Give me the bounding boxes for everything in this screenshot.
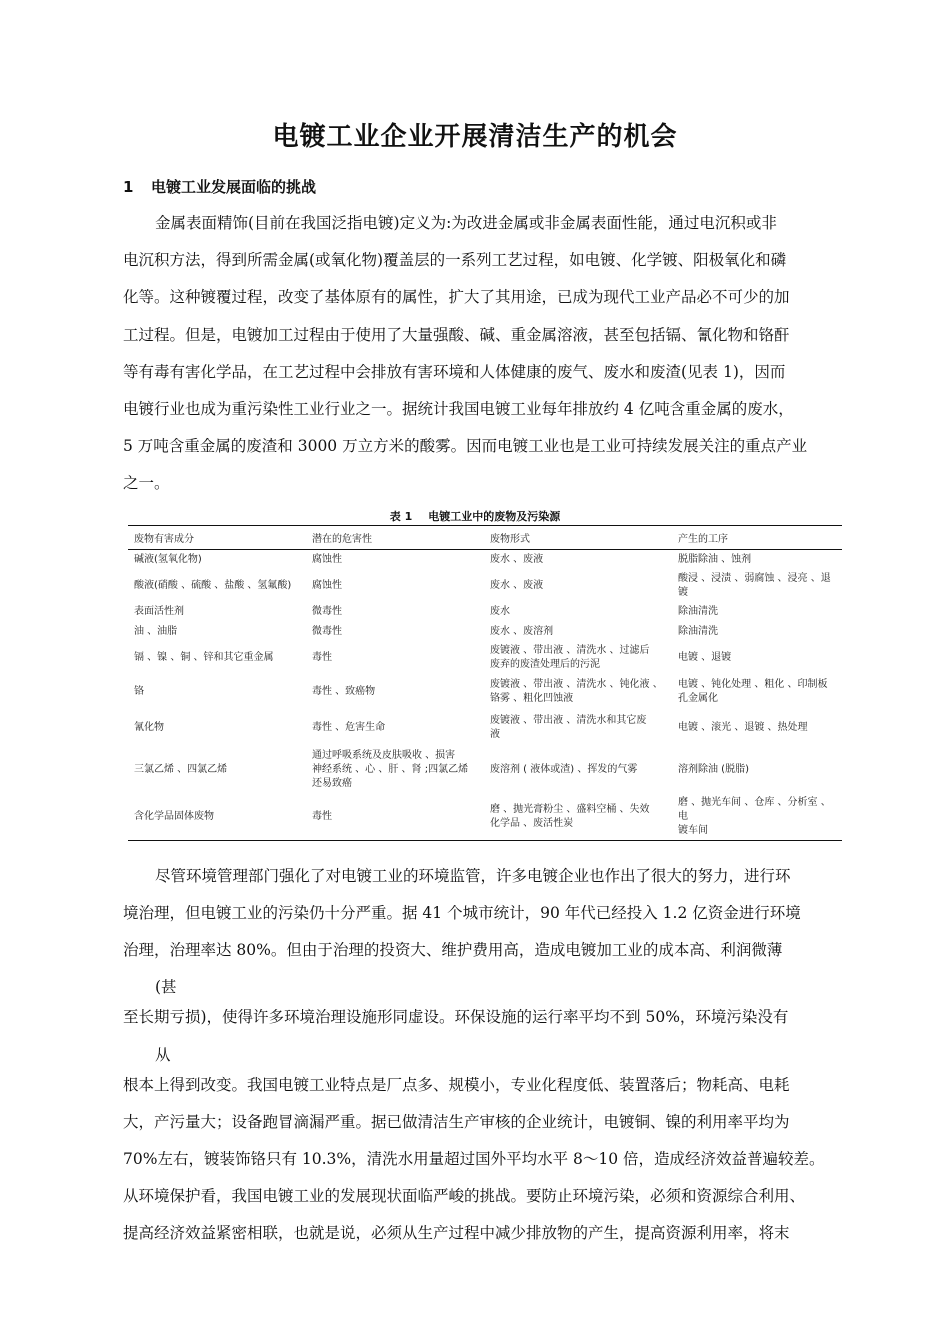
table-cell: 废水 、废液 xyxy=(490,553,544,565)
paragraph-line: 电沉积方法，得到所需金属(或氧化物)覆盖层的一系列工艺过程，如电镀、化学镀、阳极氧化和磷 xyxy=(123,251,787,270)
table-cell: 酸液(硝酸 、硫酸 、盐酸 、氢氟酸) xyxy=(134,579,292,591)
table-cell: 磨 、抛光膏粉尘 、盛料空桶 、失效 化学品 、废活性炭 xyxy=(490,803,650,829)
table-cell: 电镀 、滚光 、退镀 、热处理 xyxy=(678,721,808,733)
table-cell: 微毒性 xyxy=(312,625,342,637)
table-header-cell: 产生的工序 xyxy=(672,526,842,550)
table-body xyxy=(128,550,842,841)
table-row xyxy=(128,602,842,622)
table-row xyxy=(128,642,842,674)
table-caption xyxy=(0,508,950,524)
paragraph-line: 尽管环境管理部门强化了对电镀工业的环境监管，许多电镀企业也作出了很大的努力，进行环 xyxy=(155,867,791,885)
table-cell: 通过呼吸系统及皮肤吸收 、损害 神经系统 、心 、肝 、肾 ;四氯乙烯 还易致癌 xyxy=(312,749,469,789)
paragraph-line: 从 xyxy=(155,1046,171,1064)
paragraph-line: 金属表面精饰(目前在我国泛指电镀)定义为:为改进金属或非金属表面性能，通过电沉积或非 xyxy=(155,214,777,232)
table-label: 表 1 xyxy=(389,510,413,523)
paragraph-line: (甚 xyxy=(155,978,177,996)
paragraph-line: 至长期亏损)，使得许多环境治理设施形同虚设。环保设施的运行率平均不到 50%，环境污染没有 xyxy=(123,1008,789,1026)
table-cell: 除油清洗 xyxy=(678,625,718,637)
table-cell: 铬 xyxy=(134,685,144,697)
table-cell: 氰化物 xyxy=(134,721,164,733)
section-number: 1 xyxy=(123,178,134,196)
table-cell: 脱脂除油 、蚀剂 xyxy=(678,553,752,565)
table-header-row xyxy=(128,526,842,550)
section-heading xyxy=(123,176,316,197)
table-cell: 含化学品固体废物 xyxy=(134,810,214,822)
table-cell: 表面活性剂 xyxy=(134,605,184,617)
table-header-cell: 潜在的危害性 xyxy=(306,526,484,550)
table-cell: 电镀 、钝化处理 、粗化 、印制板 孔金属化 xyxy=(678,678,828,704)
table-cell: 废水 xyxy=(490,605,510,617)
table-row xyxy=(128,550,842,570)
paragraph-line: 提高经济效益紧密相联，也就是说，必须从生产过程中减少排放物的产生，提高资源利用率，将末 xyxy=(123,1224,790,1242)
table-header-cell: 废物有害成分 xyxy=(128,526,306,550)
table-cell: 废溶剂 ( 液体或渣) 、挥发的气雾 xyxy=(490,763,638,775)
table-cell: 磨 、抛光车间 、仓库 、分析室 、电 镀车间 xyxy=(678,796,831,836)
table-row xyxy=(128,674,842,710)
table-cell: 溶剂除油 (脱脂) xyxy=(678,763,749,775)
paragraph-line: 70%左右，镀装饰铬只有 10.3%，清洗水用量超过国外平均水平 8～10 倍，造成经济效益普遍较差。 xyxy=(123,1150,825,1168)
paragraph-line: 等有毒有害化学品，在工艺过程中会排放有害环境和人体健康的废气、废水和废渣(见表 1)，因而 xyxy=(123,362,786,381)
table-row xyxy=(128,794,842,841)
paragraph-line: 境治理，但电镀工业的污染仍十分严重。据 41 个城市统计，90 年代已经投入 1.2 亿资金进行环境 xyxy=(123,904,801,922)
table-row xyxy=(128,746,842,794)
paragraph-line: 之一。 xyxy=(123,474,170,493)
table-cell: 废镀液 、带出液 、清洗水和其它废 液 xyxy=(490,714,647,740)
table-caption-text: 电镀工业中的废物及污染源 xyxy=(428,510,561,523)
paragraph-line: 电镀行业也成为重污染性工业行业之一。据统计我国电镀工业每年排放约 4 亿吨含重金属的废水， xyxy=(123,400,794,418)
table-row xyxy=(128,622,842,642)
table-cell: 废镀液 、带出液 、清洗水 、钝化液 、 铬雾 、粗化凹蚀液 xyxy=(490,678,663,704)
table-cell: 电镀 、退镀 xyxy=(678,651,732,663)
table-cell: 毒性 xyxy=(312,651,332,663)
paragraph-line: 根本上得到改变。我国电镀工业特点是厂点多、规模小，专业化程度低、装置落后；物耗高、电耗 xyxy=(123,1076,790,1094)
table-cell: 毒性 xyxy=(312,810,332,822)
table-cell: 微毒性 xyxy=(312,605,342,617)
paragraph-line: 治理，治理率达 80%。但由于治理的投资大、维护费用高，造成电镀加工业的成本高、利润微薄 xyxy=(123,941,783,959)
paragraph-line: 化等。这种镀覆过程，改变了基体原有的属性，扩大了其用途，已成为现代工业产品必不可少的加 xyxy=(123,288,790,307)
table-cell: 废水 、废液 xyxy=(490,579,544,591)
table-row xyxy=(128,570,842,602)
paragraph-line: 工过程。但是，电镀加工过程由于使用了大量强酸、碱、重金属溶液，甚至包括镉、氰化物和铬酐 xyxy=(123,325,790,344)
table-cell: 碱液(氢氧化物) xyxy=(134,553,202,565)
table-cell: 废镀液 、带出液 、清洗水 、过滤后 废弃的废渣处理后的污泥 xyxy=(490,644,650,670)
table-cell: 腐蚀性 xyxy=(312,579,342,591)
table-row xyxy=(128,710,842,746)
pollution-source-table xyxy=(128,525,842,841)
table-cell: 除油清洗 xyxy=(678,605,718,617)
table-cell: 腐蚀性 xyxy=(312,553,342,565)
paragraph-line: 大，产污量大；设备跑冒滴漏严重。据已做清洁生产审核的企业统计，电镀铜、镍的利用率平均为 xyxy=(123,1113,790,1131)
table-cell: 三氯乙烯 、四氯乙烯 xyxy=(134,763,228,775)
table-cell: 毒性 、致癌物 xyxy=(312,685,376,697)
table-cell: 废水 、废溶剂 xyxy=(490,625,554,637)
table-cell: 酸浸 、浸渍 、弱腐蚀 、浸亮 、退镀 xyxy=(678,572,831,598)
table-cell: 镉 、镍 、铜 、锌和其它重金属 xyxy=(134,651,274,663)
section-heading-text: 电镀工业发展面临的挑战 xyxy=(151,178,317,196)
table-cell: 油 、油脂 xyxy=(134,625,178,637)
paragraph-line: 5 万吨含重金属的废渣和 3000 万立方米的酸雾。因而电镀工业也是工业可持续发展关注的重点产业 xyxy=(123,437,808,456)
table-cell: 毒性 、危害生命 xyxy=(312,721,386,733)
table-header-cell: 废物形式 xyxy=(484,526,672,550)
document-title: 电镀工业企业开展清洁生产的机会 xyxy=(272,122,678,152)
paragraph-line: 从环境保护看，我国电镀工业的发展现状面临严峻的挑战。要防止环境污染，必须和资源综合利用、 xyxy=(123,1187,806,1205)
